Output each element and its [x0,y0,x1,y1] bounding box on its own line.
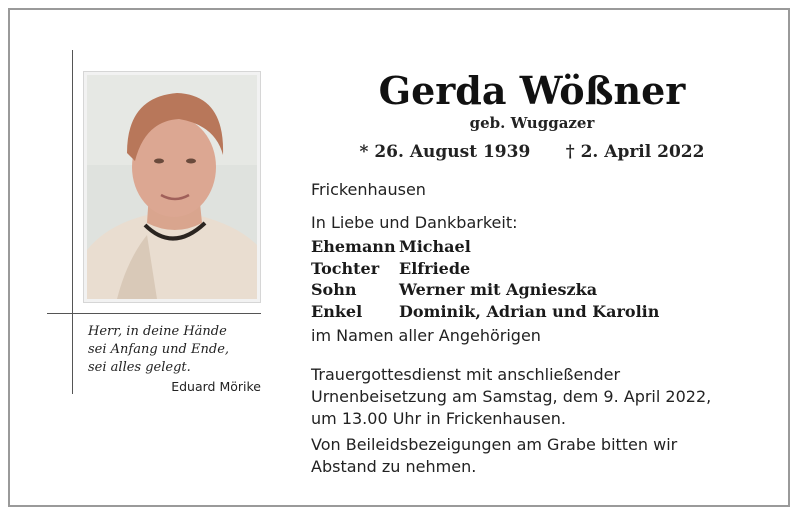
family-row [311,301,659,323]
family-row [311,258,659,280]
quote-line: sei alles gelegt. [88,360,191,375]
relatives-line: im Namen aller Angehörigen [311,326,541,345]
condolence-line: Abstand zu nehmen. [311,457,477,476]
horizontal-divider [47,313,261,314]
portrait-photo [84,72,260,302]
family-names: Werner mit Agnieszka [399,280,598,299]
maiden-name: geb. Wuggazer [469,114,595,132]
condolence-note [311,434,751,478]
service-line: Urnenbeisetzung am Samstag, dem 9. April 2022, [311,387,712,406]
condolence-line: Von Beileidsbezeigungen am Grabe bitten wir [311,435,678,454]
vertical-divider [72,50,73,394]
family-relation: Ehemann [311,237,396,256]
family-names: Dominik, Adrian und Karolin [399,301,660,321]
place: Frickenhausen [311,180,426,199]
quote [88,323,263,377]
quote-line: sei Anfang und Ende, [88,342,230,357]
family-list [311,236,659,322]
family-names: Elfriede [399,258,471,278]
family-relation: Sohn [311,280,357,299]
life-dates: * 26. August 1939 † 2. April 2022 [359,142,705,162]
family-relation: Tochter [311,258,380,278]
quote-author: Eduard Mörike [171,379,261,394]
mourners-intro: In Liebe und Dankbarkeit: [311,213,518,232]
deceased-name: Gerda Wößner [378,68,686,113]
family-row [311,279,659,301]
service-line: Trauergottesdienst mit anschließender [311,365,621,384]
family-relation: Enkel [311,301,363,321]
quote-line: Herr, in deine Hände [88,324,227,339]
service-info [311,364,751,430]
family-names: Michael [399,237,471,256]
service-line: um 13.00 Uhr in Frickenhausen. [311,409,566,428]
family-row [311,236,659,258]
